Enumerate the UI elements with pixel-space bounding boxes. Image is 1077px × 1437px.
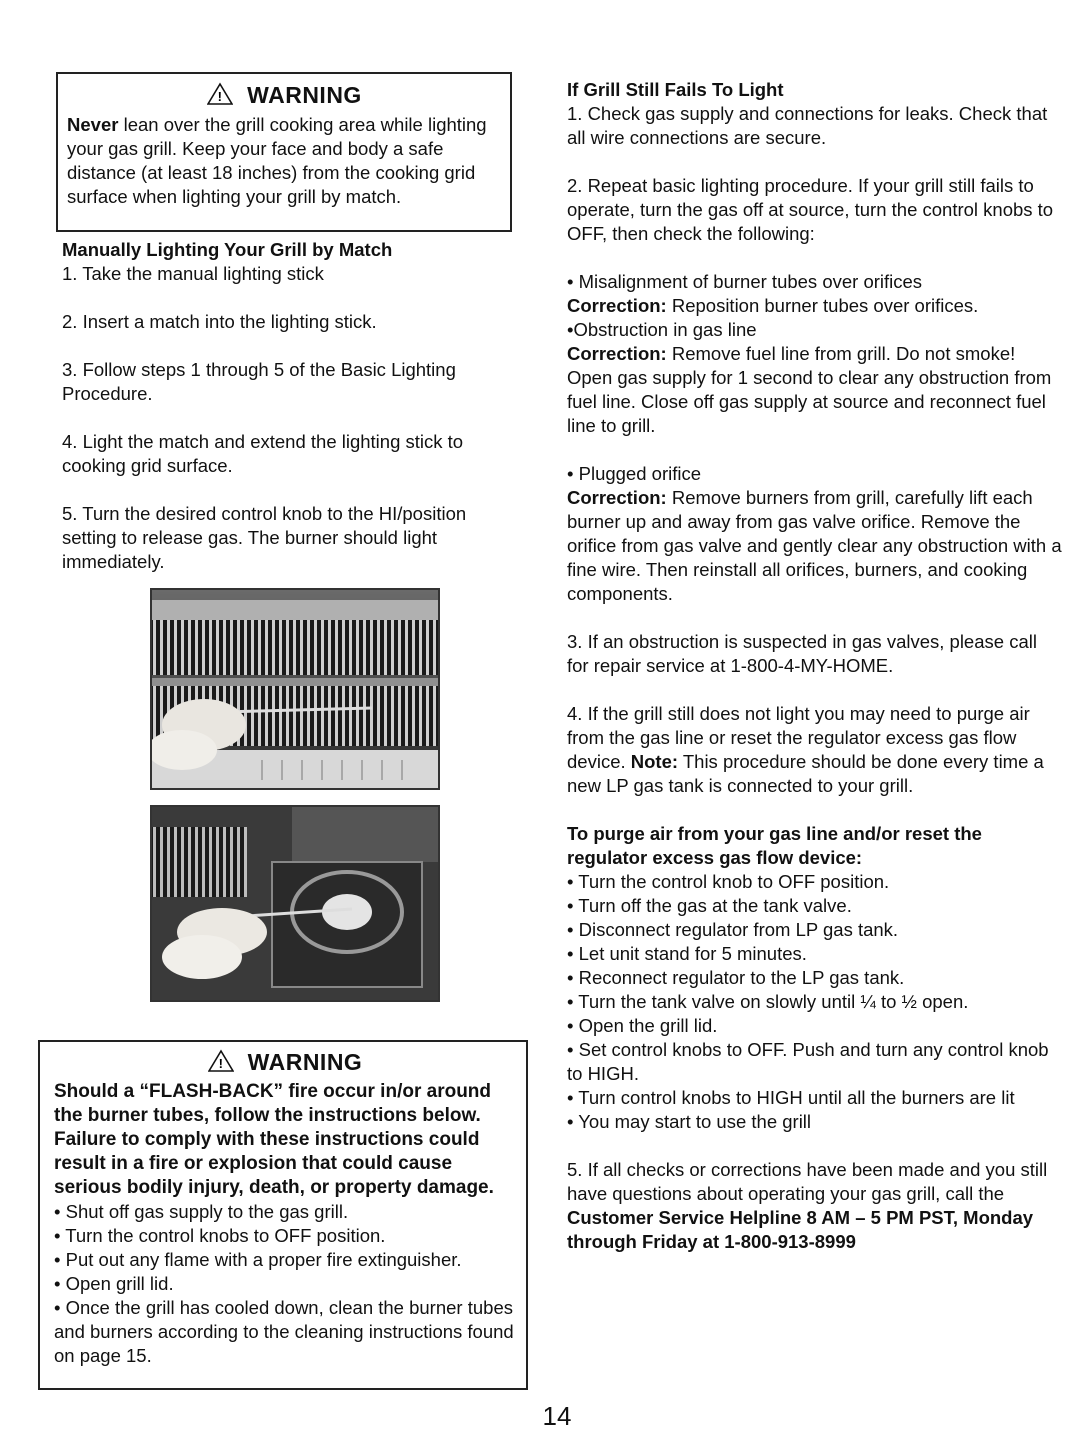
purge-heading: To purge air from your gas line and/or reset the regulator excess gas flow device: [567, 823, 982, 868]
purge-item: • Disconnect regulator from LP gas tank. [567, 919, 899, 940]
fails-step-2: 2. Repeat basic lighting procedure. If your grill still fails to operate, turn the gas off at source, turn the control knobs to OFF, then check the following: [567, 175, 1054, 244]
warning-title: ! WARNING [67, 80, 502, 113]
fails-heading: If Grill Still Fails To Light [567, 79, 784, 100]
purge-item: • Turn the tank valve on slowly until ¼ to ½ open. [567, 991, 969, 1012]
grill-grate-image [152, 590, 438, 788]
page-number: 14 [542, 1401, 572, 1431]
warning-box-top [56, 72, 512, 232]
flashback-item: • Put out any flame with a proper fire extinguisher. [54, 1249, 462, 1270]
warning-triangle-icon [208, 1049, 234, 1080]
warning-triangle-icon [207, 82, 233, 113]
correction-obstruction: Correction: Remove fuel line from grill. Do not smoke! Open gas supply for 1 second to clear any obstruction from fuel line. Close off gas supply at source and reconnect fuel line to grill. [567, 343, 1052, 436]
purge-item: • Let unit stand for 5 minutes. [567, 943, 807, 964]
purge-item: • Reconnect regulator to the LP gas tank. [567, 967, 905, 988]
fails-step-4: 4. If the grill still does not light you may need to purge air from the gas line or reset the regulator excess gas flow device. Note: This procedure should be done every time a new LP gas tank is connected to your grill. [567, 703, 1044, 796]
flashback-item: • Turn the control knobs to OFF position. [54, 1225, 386, 1246]
warning-text: Never lean over the grill cooking area while lighting your gas grill. Keep your face and body a safe distance (at least 18 inches) from the cooking grid surface when lighting your grill by match. [67, 114, 487, 207]
fails-step-5: 5. If all checks or corrections have been made and you still have questions about operating your gas grill, call the Customer Service Helpline 8 AM – 5 PM PST, Monday through Friday at 1-800-913-8999 [567, 1159, 1048, 1252]
correction-plugged-orifice: Correction: Remove burners from grill, carefully lift each burner up and away from gas valve orifice. Remove the orifice from gas valve and gently clear any obstruction with a fine wire. Then reinstall all orifices, burners, and cooking components. [567, 487, 1062, 604]
manual-lighting-section [62, 238, 512, 574]
troubleshooting-column [567, 78, 1062, 1254]
flashback-item: • Once the grill has cooled down, clean the burner tubes and burners according to the cleaning instructions found on page 15. [54, 1297, 514, 1366]
purge-item: • Set control knobs to OFF. Push and turn any control knob to HIGH. [567, 1039, 1049, 1084]
cause-misalignment: • Misalignment of burner tubes over orifices [567, 271, 923, 292]
flashback-item: • Shut off gas supply to the gas grill. [54, 1201, 349, 1222]
correction-misalignment: Correction: Reposition burner tubes over orifices. [567, 295, 979, 316]
purge-item: • Turn off the gas at the tank valve. [567, 895, 852, 916]
flashback-item: • Open grill lid. [54, 1273, 174, 1294]
burner-image [152, 807, 438, 1000]
step-3: 3. Follow steps 1 through 5 of the Basic Lighting Procedure. [62, 359, 456, 404]
warning-title: ! WARNING [54, 1047, 516, 1080]
svg-text:!: ! [217, 89, 223, 104]
step-2: 2. Insert a match into the lighting stick. [62, 311, 377, 332]
burner-photo [150, 805, 440, 1002]
step-5: 5. Turn the desired control knob to the HI/position setting to release gas. The burner should light immediately. [62, 503, 467, 572]
purge-item: • Open the grill lid. [567, 1015, 718, 1036]
fails-step-3: 3. If an obstruction is suspected in gas valves, please call for repair service at 1-800-4-MY-HOME. [567, 631, 1037, 676]
purge-item: • You may start to use the grill [567, 1111, 812, 1132]
fails-step-1: 1. Check gas supply and connections for leaks. Check that all wire connections are secure. [567, 103, 1048, 148]
purge-item: • Turn the control knob to OFF position. [567, 871, 890, 892]
cause-obstruction: •Obstruction in gas line [567, 319, 757, 340]
purge-item: • Turn control knobs to HIGH until all the burners are lit [567, 1087, 1015, 1108]
cause-plugged-orifice: • Plugged orifice [567, 463, 701, 484]
grill-grate-photo [150, 588, 440, 790]
flashback-warning-text: Should a “FLASH-BACK” fire occur in/or around the burner tubes, follow the instructions below. Failure to comply with these instructions could result in a fire or explosion that could cause serious bodily injury, death, or property damage. [54, 1081, 494, 1198]
section-heading: Manually Lighting Your Grill by Match [62, 239, 393, 260]
step-1: 1. Take the manual lighting stick [62, 263, 324, 284]
step-4: 4. Light the match and extend the lighting stick to cooking grid surface. [62, 431, 464, 476]
svg-text:!: ! [218, 1056, 224, 1071]
warning-box-flashback [38, 1040, 528, 1390]
